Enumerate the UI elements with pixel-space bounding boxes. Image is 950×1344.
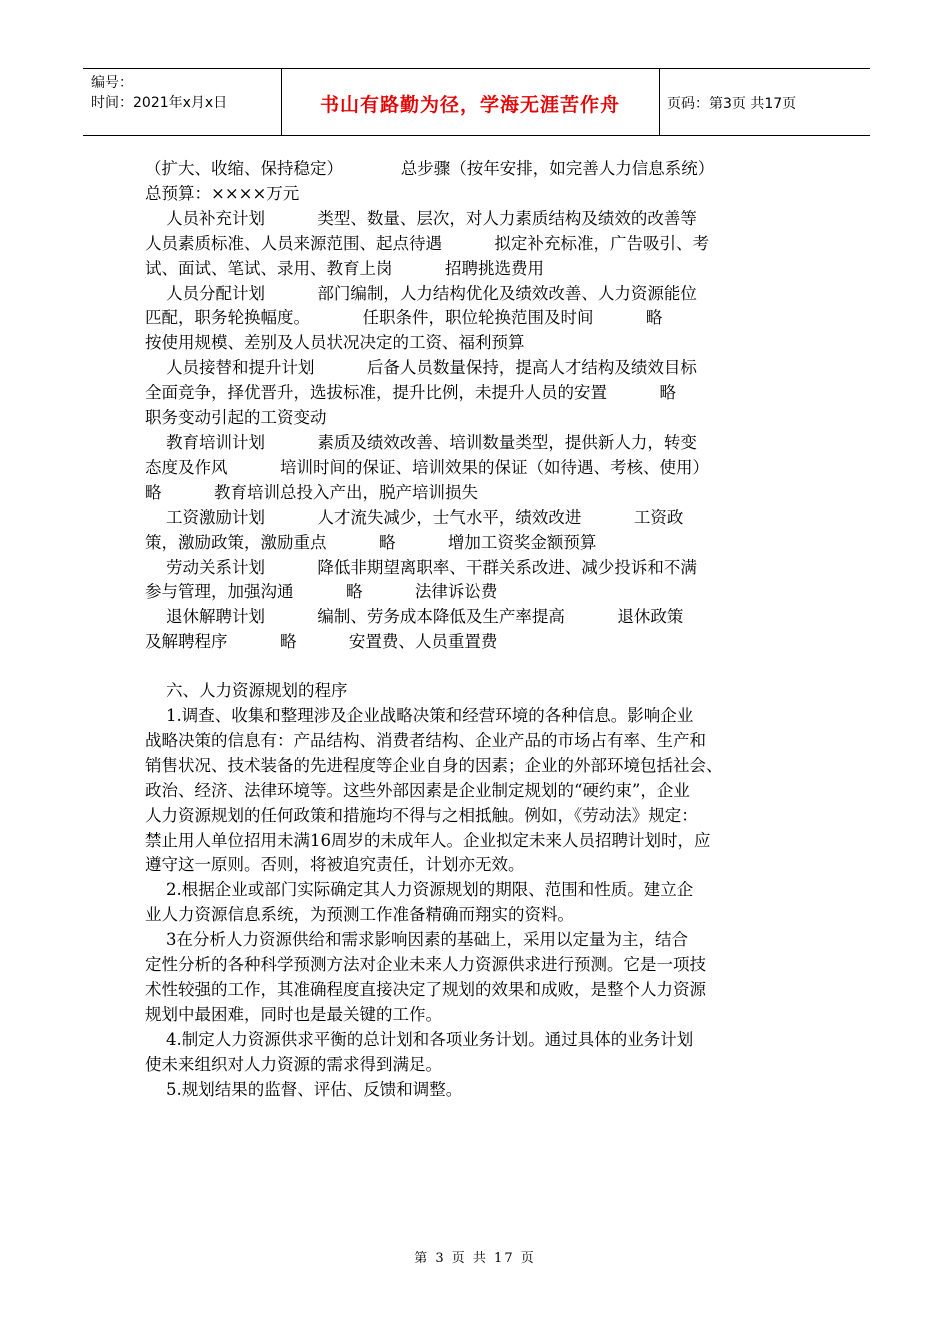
text-line: 遵守这一原则。否则，将被追究责任，计划亦无效。 [145,855,525,875]
text-line: 使未来组织对人力资源的需求得到满足。 [145,1054,442,1074]
section-gap [145,655,810,679]
text-line: 职务变动引起的工资变动 [145,408,327,428]
header-meta [91,73,227,113]
text-line: 人力资源规划的任何政策和措施均不得与之相抵触。例如，《劳动法》规定： [145,805,698,825]
text-line: 全面竞争，择优晋升，选拔标准，提升比例，未提升人员的安置 略 [145,383,676,403]
text-line: 策，激励政策，激励重点 略 增加工资奖金额预算 [145,532,597,552]
text-line: 业人力资源信息系统，为预测工作准备精确而翔实的资料。 [145,905,574,925]
text-line: 战略决策的信息有：产品结构、消费者结构、企业产品的市场占有率、生产和 [145,730,706,750]
header-divider [659,69,660,135]
text-line: 4.制定人力资源供求平衡的总计划和各项业务计划。通过具体的业务计划 [145,1029,694,1049]
page-footer: 第 3 页 共 17 页 [414,1251,536,1266]
text-line: 略 教育培训总投入产出，脱产培训损失 [145,482,478,502]
text-line: 2.根据企业或部门实际确定其人力资源规划的期限、范围和性质。建立企 [145,880,694,900]
text-line: 试、面试、笔试、录用、教育上岗 招聘挑选费用 [145,258,544,278]
header-page-info: 页码：第3页 共17页 [667,96,797,112]
text-line: 3在分析人力资源供给和需求影响因素的基础上，采用以定量为主，结合 [145,930,688,950]
text-line: 1.调查、收集和整理涉及企业战略决策和经营环境的各种信息。影响企业 [145,706,694,726]
text-line: 人员接替和提升计划 后备人员数量保持，提高人才结构及绩效目标 [145,358,697,378]
text-line: 按使用规模、差别及人员状况决定的工资、福利预算 [145,333,525,353]
text-line: 人员分配计划 部门编制，人力结构优化及绩效改善、人力资源能位 [145,283,697,303]
section-heading: 六、人力资源规划的程序 [145,681,348,701]
header-motto: 书山有路勤为径，学海无涯苦作舟 [319,93,620,116]
text-line: 退休解聘计划 编制、劳务成本降低及生产率提高 退休政策 [145,607,684,627]
text-line: 人员素质标准、人员来源范围、起点待遇 拟定补充标准，广告吸引、考 [145,233,709,253]
document-body [145,157,810,1103]
text-line: （扩大、收缩、保持稳定） 总步骤（按年安排，如完善人力信息系统） [145,159,715,178]
text-line: 规划中最困难，同时也是最关键的工作。 [145,1004,442,1024]
text-line: 人员补充计划 类型、数量、层次，对人力素质结构及绩效的改善等 [145,208,697,228]
text-line: 匹配，职务轮换幅度。 任职条件，职位轮换范围及时间 略 [145,308,663,328]
text-line: 定性分析的各种科学预测方法对企业未来人力资源供求进行预测。它是一项技 [145,955,706,975]
page-header [83,68,870,136]
number-label: 编号： [91,75,133,91]
text-line: 5.规划结果的监督、评估、反馈和调整。 [145,1079,463,1099]
text-line: 教育培训计划 素质及绩效改善、培训数量类型，提供新人力，转变 [145,432,697,452]
text-line: 工资激励计划 人才流失减少，士气水平，绩效改进 工资政 [145,507,684,527]
text-line: 态度及作风 培训时间的保证、培训效果的保证（如待遇、考核、使用） [145,457,709,477]
text-line: 术性较强的工作，其准确程度直接决定了规划的效果和成败，是整个人力资源 [145,980,706,999]
text-line: 及解聘程序 略 安置费、人员重置费 [145,632,498,652]
text-line: 政治、经济、法律环境等。这些外部因素是企业制定规划的“硬约束”，企业 [145,780,690,800]
text-line: 劳动关系计划 降低非期望离职率、干群关系改进、减少投诉和不满 [145,557,697,577]
text-line: 禁止用人单位招用未满16周岁的未成年人。企业拟定未来人员招聘计划时，应 [145,830,711,850]
time-label: 时间：2021年x月x日 [91,95,228,111]
text-line: 总预算：××××万元 [145,183,300,203]
text-line: 参与管理，加强沟通 略 法律诉讼费 [145,582,498,602]
text-line: 销售状况、技术装备的先进程度等企业自身的因素；企业的外部环境包括社会、 [145,755,723,775]
